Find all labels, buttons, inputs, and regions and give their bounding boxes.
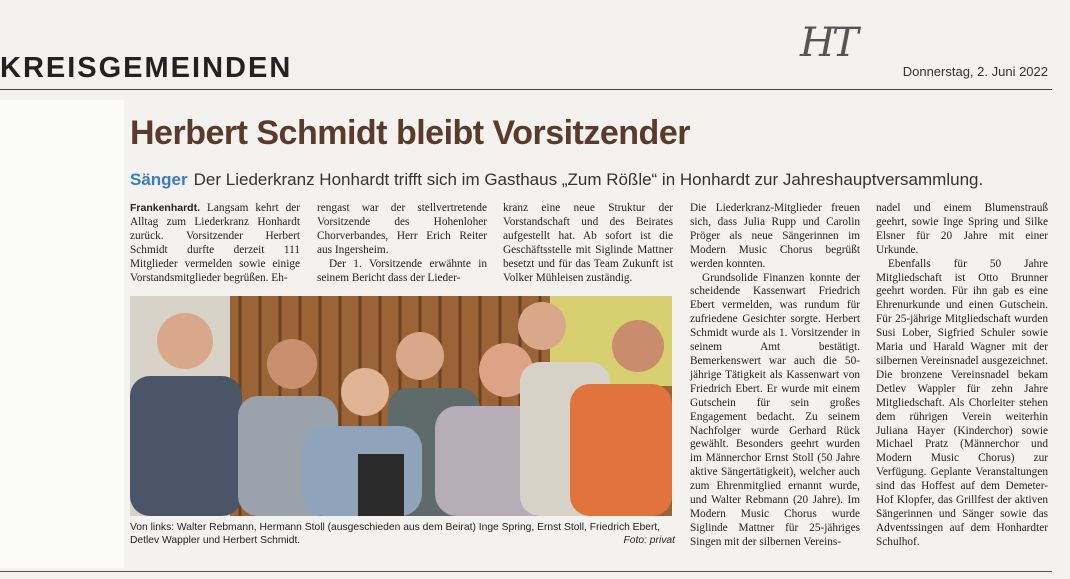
header-rule (0, 89, 1052, 90)
caption-text: Von links: Walter Rebmann, Hermann Stoll (ausgeschieden aus dem Beirat) Inge Spring, Ernst Stoll, Friedrich Ebert, Detlev Wappler und Herbert Schmidt. (130, 522, 661, 546)
column-4-paragraph-2: Grundsolide Finanzen konnte der scheidende Kassenwart Friedrich Ebert vermelden, was rundum für zufriedene Gesichter sorgte. Herbert Schmidt wurde als 1. Vorsitzender in seinem Amt bestätigt. Bemerkenswert war auch die 50-jährige Tätigkeit als Kassenwart von Friedrich Ebert. Er wurde mit einem Gutschein für sein großes Engagement bedacht. Zu seinem Nachfolger wurde Gerhard Rück gewählt. Besonders geehrt wurden im Männerchor Ernst Stoll (50 Jahre aktive Sängertätigkeit), welcher auch zum Ehrenmitglied ernannt wurde, und Walter Rebmann (20 Jahre). Im Modern Music Chorus wurde Siglinde Mattner für 25-jähriges Singen mit der silbernen Vereins- (690, 271, 860, 548)
column-2-paragraph-2: Der 1. Vorsitzende erwähnte in seinem Bericht dass der Lieder- (317, 257, 487, 284)
article-subheadline (130, 170, 983, 190)
column-4-paragraph-1: Die Liederkranz-Mitglieder freuen sich, dass Julia Rupp und Carolin Pröger als neue Sängerinnen im Modern Music Chorus begrüßt werden konnten. (690, 202, 860, 270)
column-1-paragraph (130, 202, 300, 285)
column-5-paragraph-2: Ebenfalls für 50 Jahre Mitgliedschaft ist Otto Brunner geehrt worden. Für ihn gab es eine Ehrenurkunde und einen Gutschein. Für 25-jährige Mitgliedschaft wurden Susi Lober, Sigfried Schuler sowie Maria und Harald Wagner mit der silbernen Vereinsnadel ausgezeichnet. Die bronzene Vereinsnadel bekam Detlev Wappler für zehn Jahre Mitgliedschaft. Als Chorleiter stehen dem rührigen Verein weiterhin Juliana Hayer (Kinderchor) sowie Michael Pratz (Männerchor und Modern Music Chorus) zur Verfügung. Geplante Veranstaltungen sind das Hoffest auf dem Demeter-Hof Klopfer, das Grillfest der aktiven Sängerinnen und Sänger sowie das Adventssingen auf dem Honhardter Schulhof. (876, 257, 1048, 548)
article-headline: Herbert Schmidt bleibt Vorsitzender (130, 114, 690, 152)
issue-date: Donnerstag, 2. Juni 2022 (902, 64, 1048, 79)
column-3-paragraph-1: kranz eine neue Struktur der Vorstandschaft und des Beirates aufgestellt hat. Ab sofort ist die Geschäftsstelle mit Siglinde Mattner besetzt und für das Team Zukunft ist Volker Mühleisen zuständig. (503, 202, 673, 284)
column-5-paragraph-1: nadel und einem Blumenstrauß geehrt, sowie Inge Spring und Silke Elsner für 20 Jahre mit einer Urkunde. (876, 202, 1048, 256)
article-kicker: Sänger (130, 170, 188, 189)
article-column-4 (690, 202, 860, 550)
footer-rule (0, 571, 1052, 572)
photo-caption (130, 521, 675, 547)
newspaper-logo: HT (800, 20, 856, 66)
section-title: KREISGEMEINDEN (0, 52, 293, 84)
page-margin (0, 100, 124, 568)
dateline: Frankenhardt. (130, 202, 201, 214)
article-column-1 (130, 202, 300, 285)
subheadline-text: Der Liederkranz Honhardt trifft sich im Gasthaus „Zum Rößle“ in Honhardt zur Jahreshauptversammlung. (193, 170, 984, 189)
article-column-5 (876, 202, 1048, 550)
column-1-text: Langsam kehrt der Alltag zum Liederkranz Honhardt zurück. Vorsitzender Herbert Schmidt durfte derzeit 111 Mitglieder vermelden sowie einige Vorstandsmitglieder begrüßen. Eh- (130, 202, 300, 284)
photo-credit: Foto: privat (623, 535, 675, 546)
column-2-paragraph-1: rengast war der stellvertretende Vorsitzende des Hohenloher Chorverbandes, Herr Erich Reiter aus Ingersheim. (317, 202, 487, 256)
article-column-2 (317, 202, 487, 285)
group-photo (130, 296, 672, 516)
article-column-3 (503, 202, 673, 285)
